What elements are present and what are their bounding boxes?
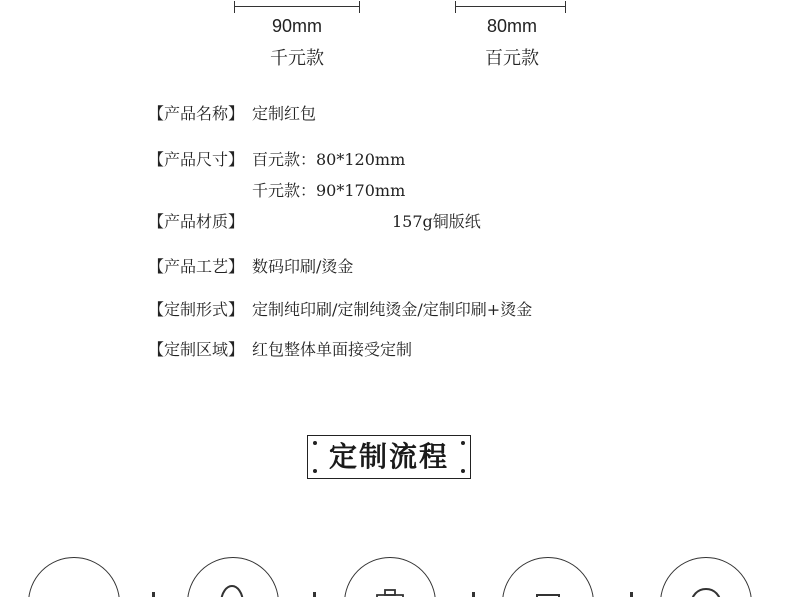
spec-row-form — [148, 297, 532, 320]
spec-key-area: 【定制区域】 — [148, 340, 245, 359]
dimension-value-80mm: 80mm — [486, 16, 538, 36]
spec-key-form: 【定制形式】 — [148, 300, 245, 319]
process-title: 定制流程 — [328, 440, 449, 473]
step-separator-dot — [472, 592, 475, 597]
spec-row-area — [148, 337, 412, 360]
spec-value-material: 157g铜版纸 — [392, 212, 481, 231]
clipboard-icon — [373, 588, 407, 597]
dimension-label-thousand: 千元款 — [270, 48, 324, 69]
process-step-5 — [660, 557, 752, 597]
chat-icon — [688, 586, 724, 597]
spec-key-material: 【产品材质】 — [148, 212, 245, 231]
step-separator-dot — [630, 592, 633, 597]
dimension-line-90mm — [234, 6, 360, 7]
dimension-line-80mm — [455, 6, 566, 7]
spec-row-craft — [148, 254, 353, 277]
dimension-label-hundred: 百元款 — [485, 48, 539, 69]
spec-row-material — [148, 209, 252, 232]
spec-key-craft: 【产品工艺】 — [148, 257, 245, 276]
process-step-2 — [187, 557, 279, 597]
spec-value-name: 定制红包 — [252, 104, 317, 123]
step-separator-dot — [152, 592, 155, 597]
process-title-box — [307, 435, 471, 479]
spec-key-name: 【产品名称】 — [148, 104, 245, 123]
process-step-4 — [502, 557, 594, 597]
document-icon — [533, 592, 563, 597]
spec-row-name — [148, 101, 316, 124]
spec-value-form: 定制纯印刷/定制纯烫金/定制印刷+烫金 — [252, 300, 533, 319]
process-step-3 — [344, 557, 436, 597]
spec-value-size-thousand: 千元款：90*170mm — [252, 181, 406, 200]
spec-value-craft: 数码印刷/烫金 — [252, 257, 354, 276]
dimension-value-90mm: 90mm — [271, 16, 323, 36]
spec-value-area: 红包整体单面接受定制 — [252, 340, 413, 359]
step-separator-dot — [313, 592, 316, 597]
spec-key-size: 【产品尺寸】 — [148, 150, 245, 169]
location-pin-icon — [217, 584, 247, 597]
spec-value-size-hundred: 百元款：80*120mm — [252, 150, 406, 169]
spec-row-size — [148, 147, 405, 170]
process-step-1 — [28, 557, 120, 597]
